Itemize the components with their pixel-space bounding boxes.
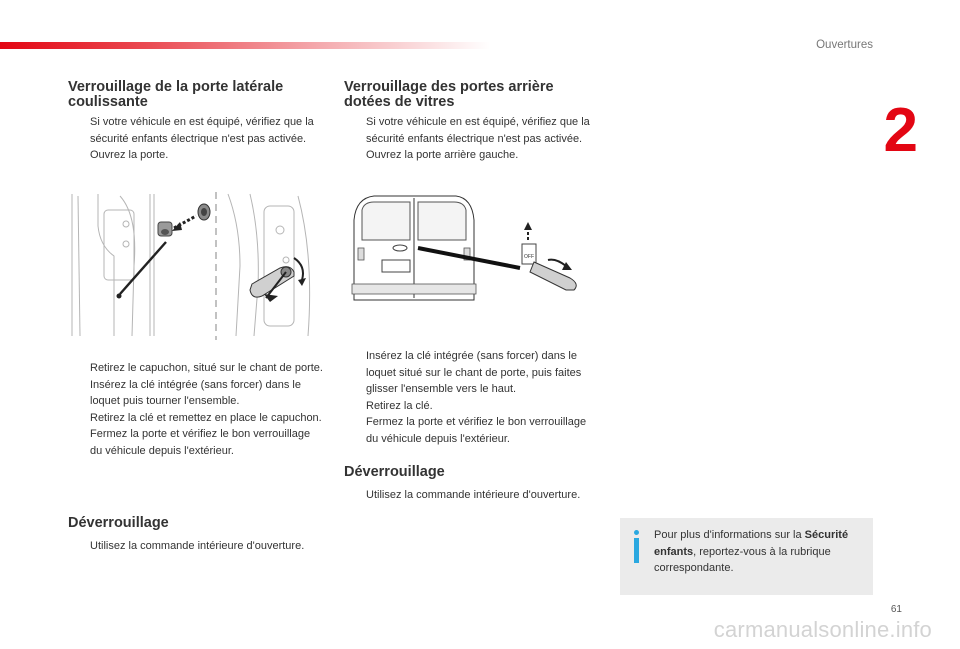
left-steps-block [68,360,323,459]
list-item: Ouvrez la porte arrière gauche. [366,149,519,161]
list-item: Utilisez la commande intérieure d'ouverture. [90,540,305,552]
list-item: Utilisez la commande intérieure d'ouverture. [366,489,581,501]
off-label: OFF [524,254,534,260]
rear-doors-figure [344,190,599,308]
sliding-door-latch-figure [68,186,323,342]
list-item: Fermez la porte et vérifiez le bon verrouillage du véhicule depuis l'extérieur. [366,416,587,445]
left-intro-list-block [68,114,323,164]
list-item: Si votre véhicule en est équipé, vérifiez que la sécurité enfants électrique n'est pas activée. [366,116,590,145]
right-unlock-heading: Déverrouillage [344,464,445,480]
info-box [620,518,873,595]
right-title-block [344,80,599,110]
list-item: Retirez le capuchon, situé sur le chant de porte. [90,362,323,374]
right-steps-block [344,348,599,447]
info-bold-term: Sécurité enfants [654,529,849,558]
list-item: Fermez la porte et vérifiez le bon verrouillage du véhicule depuis l'extérieur. [90,428,311,457]
right-unlock-block [344,465,599,480]
chapter-number: 2 [883,96,918,165]
right-steps-list [344,348,599,447]
info-icon [634,530,639,563]
section-title: Ouvertures [816,39,873,51]
left-title-block [68,80,323,110]
van-rear-illustration [344,190,599,308]
right-intro-list-block [344,114,599,164]
list-item: Retirez la clé et remettez en place le capuchon. [90,411,322,424]
list-item: Retirez la clé. [366,399,433,412]
right-unlock-list [344,487,599,504]
page-number: 61 [890,604,902,615]
header-accent-bar [0,42,490,49]
right-intro-list [344,114,599,164]
right-unlock-list-block [344,487,599,504]
sliding-door-illustration [68,186,323,342]
left-unlock-block [68,516,323,531]
list-item: Ouvrez la porte. [90,149,169,161]
list-item: Insérez la clé intégrée (sans forcer) dans le loquet situé sur le chant de porte, puis faites glisser l'ensemble vers le haut. [366,350,582,395]
left-unlock-list [68,538,323,555]
info-text: Pour plus d'informations sur la Sécurité enfants, reportez-vous à la rubrique correspondante. [654,529,849,574]
left-intro-list [68,114,323,164]
list-item: Si votre véhicule en est équipé, vérifiez que la sécurité enfants électrique n'est pas activée. [90,116,314,145]
watermark: carmanualsonline.info [713,617,932,642]
left-unlock-list-block [68,538,323,555]
left-steps-list [68,360,323,459]
list-item: Insérez la clé intégrée (sans forcer) dans le loquet puis tourner l'ensemble. [90,378,301,407]
left-section-heading: Verrouillage de la porte latérale coulissante [68,79,284,110]
left-unlock-heading: Déverrouillage [68,515,169,531]
right-section-heading: Verrouillage des portes arrière dotées de vitres [344,79,554,110]
